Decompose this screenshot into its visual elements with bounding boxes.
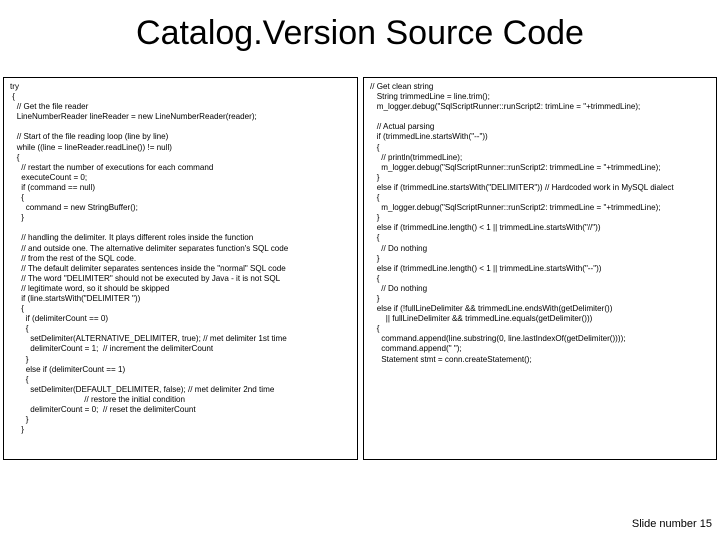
slide-number: Slide number 15	[631, 518, 712, 530]
code-block-right: // Get clean string String trimmedLine = line.trim(); m_logger.debug("SqlScriptRunner::runScript2: trimLine = "+trimmedLine); // Actual parsing if (trimmedLine.startsWith("--")) { // println(trimmedLine); m_logger.debug("SqlScriptRunner::runScript2: trimmedLine = "+trimmedLine); } else if (trimmedLine.startsWith("DELIMITER")) // Hardcoded work in MySQL dialect { m_logger.debug("SqlScriptRunner::runScript2: trimmedLine = "+trimmedLine); } else if (trimmedLine.length() < 1 || trimmedLine.startsWith("//")) { // Do nothing } else if (trimmedLine.length() < 1 || trimmedLine.startsWith("--")) { // Do nothing } else if (!fullLineDelimiter && trimmedLine.endsWith(getDelimiter()) || fullLineDelimiter && trimmedLine.equals(getDelimiter())) { command.append(line.substring(0, line.lastIndexOf(getDelimiter()))); command.append(" "); Statement stmt = conn.createStatement();	[370, 82, 674, 364]
code-panel-right	[363, 77, 717, 460]
slide-title: Catalog.Version Source Code	[136, 14, 584, 52]
code-block-left: try { // Get the file reader LineNumberReader lineReader = new LineNumberReader(reader); // Start of the file reading loop (line by line) while ((line = lineReader.readLine()) != null) { // restart the number of executions for each command executeCount = 0; if (command == null) { command = new StringBuffer(); } // handling the delimiter. It plays different roles inside the function // and outside one. The alternative delimiter separates function's SQL code // from the rest of the SQL code. // The default delimiter separates sentences inside the "normal" SQL code // The word "DELIMITER" should not be executed by Java - it is not SQL // legitimate word, so it should be skipped if (line.startsWith("DELIMITER ")) { if (delimiterCount == 0) { setDelimiter(ALTERNATIVE_DELIMITER, true); // met delimiter 1st time delimiterCount = 1; // increment the delimiterCount } else if (delimiterCount == 1) { setDelimiter(DEFAULT_DELIMITER, false); // met delimiter 2nd time // restore the initial condition delimiterCount = 0; // reset the delimiterCount } }	[10, 82, 289, 435]
code-panel-left	[3, 77, 358, 460]
